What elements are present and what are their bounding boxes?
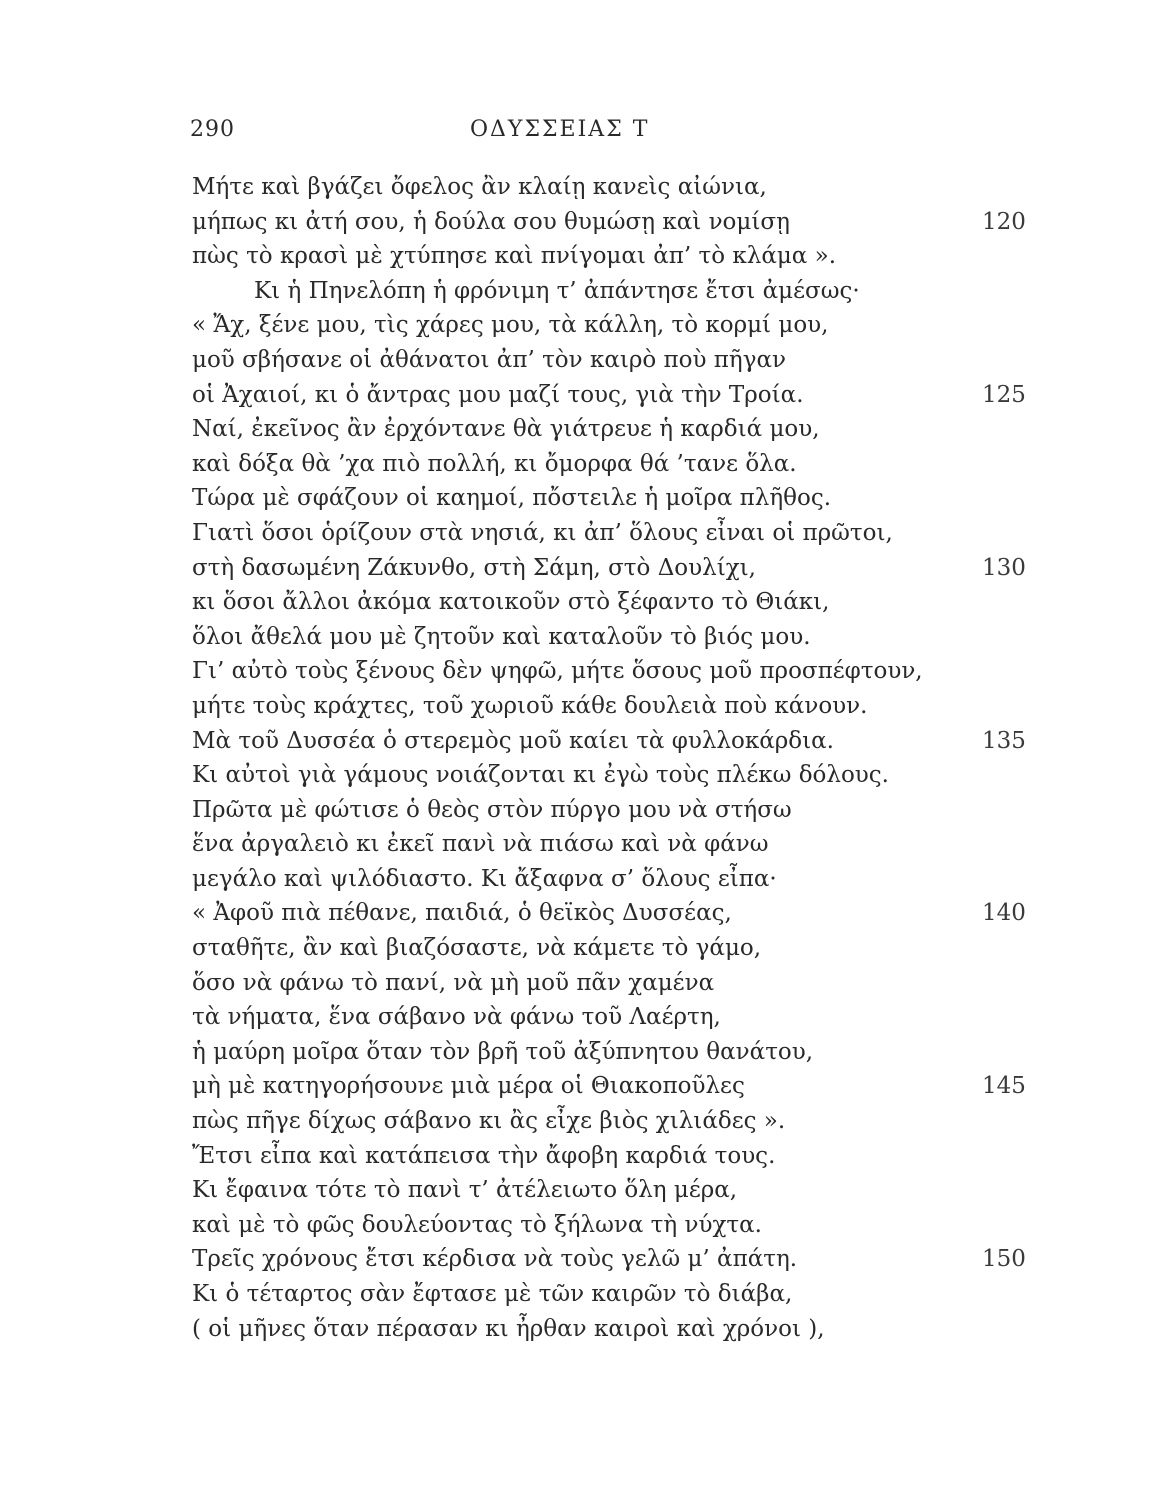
verse-line	[192, 620, 1092, 655]
verse-text: Μήτε καὶ βγάζει ὄφελος ἂν κλαίῃ κανεὶς αἰώνια,	[192, 174, 767, 200]
verse-line	[192, 412, 1092, 447]
verse-line	[192, 1312, 1092, 1347]
verse-line	[192, 1277, 1092, 1312]
verse-line	[192, 1069, 1092, 1104]
verse-text: Κι ὁ τέταρτος σὰν ἔφτασε μὲ τῶν καιρῶν τὸ διάβα,	[192, 1281, 793, 1307]
verse-text: Κι ἡ Πηνελόπη ἡ φρόνιμη τ’ ἀπάντησε ἔτσι ἀμέσως·	[254, 277, 860, 304]
verse-line	[192, 896, 1092, 931]
running-title: ΟΔΥΣΣΕΙΑΣ Τ	[470, 117, 650, 142]
verse-line	[192, 378, 1092, 413]
verse-text: καὶ δόξα θὰ ’χα πιὸ πολλή, κι ὄμορφα θά ’τανε ὅλα.	[192, 450, 797, 477]
verse-text: ἕνα ἀργαλειὸ κι ἐκεῖ πανὶ νὰ πιάσω καὶ νὰ φάνω	[192, 831, 769, 858]
poem-text	[192, 170, 1092, 1346]
verse-text: Μὰ τοῦ Δυσσέα ὁ στερεμὸς μοῦ καίει τὰ φυλλοκάρδια.	[192, 727, 834, 754]
verse-line	[192, 966, 1092, 1001]
verse-line	[192, 239, 1092, 274]
verse-text: Κι αὐτοὶ γιὰ γάμους νοιάζονται κι ἐγὼ τοὺς πλέκω δόλους.	[192, 762, 889, 789]
verse-text: ὅσο νὰ φάνω τὸ πανί, νὰ μὴ μοῦ πᾶν χαμένα	[192, 969, 715, 996]
verse-text: οἱ Ἀχαιοί, κι ὁ ἄντρας μου μαζί τους, γιὰ τὴν Τροία.	[192, 381, 804, 408]
verse-line	[192, 308, 1092, 343]
verse-line	[192, 689, 1092, 724]
verse-line	[192, 862, 1092, 897]
line-number: 140	[982, 900, 1026, 927]
verse-line	[192, 1242, 1092, 1277]
verse-text: τὰ νήματα, ἕνα σάβανο νὰ φάνω τοῦ Λαέρτη,	[192, 1004, 721, 1031]
verse-line	[192, 1173, 1092, 1208]
verse-line	[192, 1139, 1092, 1174]
verse-line	[192, 170, 1092, 205]
verse-line	[192, 1208, 1092, 1243]
line-number: 125	[982, 381, 1026, 408]
verse-text: Ναί, ἐκεῖνος ἂν ἐρχόντανε θὰ γιάτρευε ἡ καρδιά μου,	[192, 416, 820, 443]
verse-text: κι ὅσοι ἄλλοι ἀκόμα κατοικοῦν στὸ ξέφαντο τὸ Θιάκι,	[192, 589, 830, 616]
verse-line	[192, 827, 1092, 862]
verse-text: Ἔτσι εἶπα καὶ κατάπεισα τὴν ἄφοβη καρδιά τους.	[192, 1142, 776, 1169]
verse-text: ( οἱ μῆνες ὅταν πέρασαν κι ἦρθαν καιροὶ καὶ χρόνοι ),	[192, 1315, 825, 1342]
verse-text: μοῦ σβήσανε οἱ ἀθάνατοι ἀπ’ τὸν καιρὸ ποὺ πῆγαν	[192, 346, 786, 373]
verse-text: ὅλοι ἄθελά μου μὲ ζητοῦν καὶ καταλοῦν τὸ βιός μου.	[192, 623, 811, 650]
verse-text: μήτε τοὺς κράχτες, τοῦ χωριοῦ κάθε δουλειὰ ποὺ κάνουν.	[192, 692, 868, 719]
verse-line	[192, 205, 1092, 240]
verse-line	[192, 516, 1092, 551]
verse-line	[192, 343, 1092, 378]
verse-text: Πρῶτα μὲ φώτισε ὁ θεὸς στὸν πύργο μου νὰ στήσω	[192, 796, 792, 823]
line-number: 145	[982, 1073, 1026, 1100]
verse-line	[192, 1104, 1092, 1139]
verse-text: καὶ μὲ τὸ φῶς δουλεύοντας τὸ ξήλωνα τὴ νύχτα.	[192, 1211, 762, 1238]
page-number: 290	[190, 117, 235, 142]
verse-text: Γιατὶ ὅσοι ὁρίζουν στὰ νησιά, κι ἀπ’ ὅλους εἶναι οἱ πρῶτοι,	[192, 519, 893, 546]
verse-text: μεγάλο καὶ ψιλόδιαστο. Κι ἄξαφνα σ’ ὅλους εἶπα·	[192, 865, 777, 892]
line-number: 130	[982, 554, 1026, 581]
verse-text: Κι ἔφαινα τότε τὸ πανὶ τ’ ἀτέλειωτο ὅλη μέρα,	[192, 1177, 738, 1204]
verse-line	[192, 274, 1092, 309]
verse-line	[192, 481, 1092, 516]
verse-text: « Ἄχ, ξένε μου, τὶς χάρες μου, τὰ κάλλη, τὸ κορμί μου,	[192, 312, 829, 339]
verse-line	[192, 1035, 1092, 1070]
verse-line	[192, 1000, 1092, 1035]
verse-text: Γι’ αὐτὸ τοὺς ξένους δὲν ψηφῶ, μήτε ὅσους μοῦ προσπέφτουν,	[192, 658, 923, 685]
verse-line	[192, 793, 1092, 828]
verse-line	[192, 931, 1092, 966]
verse-line	[192, 654, 1092, 689]
line-number: 135	[982, 727, 1026, 754]
verse-text: μὴ μὲ κατηγορήσουνε μιὰ μέρα οἱ Θιακοποῦλες	[192, 1073, 745, 1100]
verse-text: μήπως κι ἀτή σου, ἡ δούλα σου θυμώσῃ καὶ νομίσῃ	[192, 208, 790, 235]
verse-line	[192, 551, 1092, 586]
verse-line	[192, 585, 1092, 620]
verse-text: Τώρα μὲ σφάζουν οἱ καημοί, πὄστειλε ἡ μοῖρα πλῆθος.	[192, 485, 832, 512]
verse-text: πὼς πῆγε δίχως σάβανο κι ἂς εἶχε βιὸς χιλιάδες ».	[192, 1108, 786, 1135]
verse-text: πὼς τὸ κρασὶ μὲ χτύπησε καὶ πνίγομαι ἀπ’ τὸ κλάμα ».	[192, 243, 837, 270]
line-number: 150	[982, 1246, 1026, 1273]
line-number: 120	[982, 208, 1026, 235]
verse-line	[192, 447, 1092, 482]
verse-text: στὴ δασωμένη Ζάκυνθο, στὴ Σάμη, στὸ Δουλίχι,	[192, 554, 756, 581]
verse-line	[192, 758, 1092, 793]
verse-text: σταθῆτε, ἂν καὶ βιαζόσαστε, νὰ κάμετε τὸ γάμο,	[192, 935, 762, 962]
verse-line	[192, 724, 1092, 759]
verse-text: « Ἀφοῦ πιὰ πέθανε, παιδιά, ὁ θεϊκὸς Δυσσέας,	[192, 900, 732, 927]
verse-text: ἡ μαύρη μοῖρα ὅταν τὸν βρῆ τοῦ ἀξύπνητου θανάτου,	[192, 1038, 814, 1065]
verse-text: Τρεῖς χρόνους ἔτσι κέρδισα νὰ τοὺς γελῶ μ’ ἀπάτη.	[192, 1246, 798, 1273]
